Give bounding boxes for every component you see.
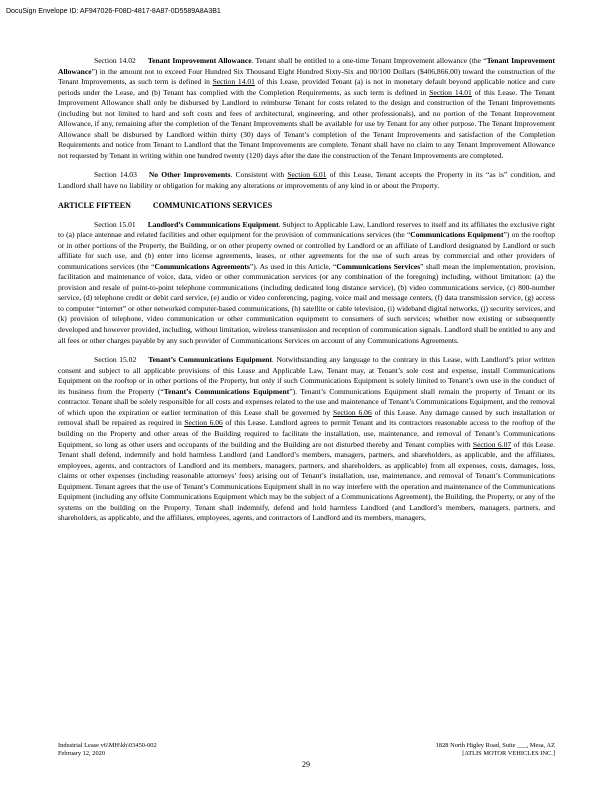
footer-right (436, 742, 555, 758)
docusign-envelope-id: DocuSign Envelope ID: AF947026-F08D-4817-8A87-0D5589A8A3B1 (6, 8, 221, 15)
section-title: Landlord’s Communications Equipment (147, 219, 279, 229)
section-title: Tenant’s Communications Equipment (148, 355, 273, 365)
section-14-02: Section 14.02 Tenant Improvement Allowance. Tenant shall be entitled to a one-time Tenant Improvement allowance (the “Tenant Improvement Allowance”) in the amount not to exceed Four Hundred Six Thousand Eight Hundred Sixty-Six and 00/100 Dollars ($406,866.00) toward the construction of the Tenant Improvements, as such term is defined in Section 14.01 of this Lease, provided Tenant (a) is not in monetary default beyond applicable notice and cure periods under the Lease, and (b) Tenant has complied with the Completion Requirements, as such term is defined in Section 14.01 of this Lease. The Tenant Improvement Allowance shall only be disbursed by Landlord to reimburse Tenant for costs related to the design and construction of the Tenant Improvements (including but not limited to hard and soft costs and fees of architectural, engineering, and other professionals), and no portion of the Tenant Improvement Allowance, if any, remaining after the completion of the Tenant Improvements shall be available for use by Tenant for any other purpose. The Tenant Improvement Allowance shall be disbursed by Landlord within thirty (30) days of Tenant’s completion of the Tenant Improvements and satisfaction of the Completion Requirements and notice from Tenant to Landlord that the Tenant Improvements are complete. Tenant shall have no claim to any Tenant Improvement Allowance not requested by Tenant in writing within one hundred twenty (120) days after the date the construction of the Tenant Improvements are completed. (58, 56, 555, 160)
section-15-01: Section 15.01 Landlord’s Communications Equipment. Subject to Applicable Law, Landlord reserves to itself and its affiliates the exclusive right to (a) place antennae and related facilities and other equipment for the provision of communications services (the “Communications Equipment”) on the rooftop or in other portions of the Property, the Building, or on other property owned or controlled by Landlord or an affiliate of Landlord designated by Landlord or such affiliate for such use, and (b) enter into license agreements, leases, or other agreements for the use of such areas by commercial and other providers of communications services (the “Communications Agreements”). As used in this Article, “Communications Services” shall mean the implementation, provision, facilitation and maintenance of voice, data, video or other communication services (or any combination of the foregoing) including, without limitation: (a) the provision and resale of point-to-point telephone communications (including dedicated long distance service), (b) video communications service, (c) 800-number service, (d) telephone credit or debit card service, (e) audio or video conferencing, paging, voice mail and message centers, (f) data transmission service, (g) access to computer “internet” or other networked computer-based communications, (h) satellite or cable television, (i) wideband digital networks, (j) security services, and (k) provision of telephone, video communication or other communication equipment to consumers of such services; whether now existing or subsequently developed and however provided, including, without limitation, wireless transmission and reception of communication signals. Landlord shall be entitled to any and all fees or other charges payable by any such provider of Communications Services on account of any Communications Agreements. (58, 219, 555, 345)
section-reference: Section 6.06 (184, 418, 223, 428)
section-reference: Section 14.01 (212, 77, 255, 87)
article-label: ARTICLE FIFTEEN (58, 200, 131, 210)
footer-left (58, 742, 157, 758)
section-title: Tenant Improvement Allowance (147, 56, 252, 65)
section-reference: Section 14.01 (429, 87, 472, 97)
page-body (58, 56, 555, 533)
article-title: COMMUNICATIONS SERVICES (152, 200, 273, 210)
footer-date: February 12, 2020 (58, 750, 106, 757)
footer-address: 1828 North Higley Road, Suite ___, Mesa, AZ (435, 742, 555, 749)
section-title: No Other Improvements (148, 170, 231, 180)
section-number: Section 14.03 (94, 170, 137, 180)
section-reference: Section 6.01 (287, 170, 327, 180)
section-number: Section 14.02 (94, 56, 136, 65)
section-15-02: Section 15.02 Tenant’s Communications Equipment. Notwithstanding any language to the contrary in this Lease, with Landlord’s prior written consent and subject to all applicable provisions of this Lease and Applicable Law, Tenant may, at Tenant’s sole cost and expense, install Communications Equipment on the rooftop or in other portions of the Property, but only if such Communications Equipment is solely limited to Tenant’s own use in the conduct of its business from the Property (“Tenant’s Communications Equipment”). Tenant’s Communications Equipment shall remain the property of Tenant or its contractor. Tenant shall be solely responsible for all costs and expenses related to the use and maintenance of Tenant’s Communications Equipment, and the removal of which upon the expiration or earlier termination of this Lease shall be governed by Section 6.06 of this Lease. Any damage caused by such installation or removal shall be repaired as required in Section 6.06 of this Lease. Landlord agrees to permit Tenant and its contractors reasonable access to the rooftop of the building on the Property and other areas of the Building required to facilitate the installation, use, maintenance, and removal of Tenant’s Communications Equipment, so long as other users and occupants of the building and the Building are not disturbed thereby and Tenant complies with Section 6.07 of this Lease. Tenant shall defend, indemnify and hold harmless Landlord (and Landlord’s members, managers, partners, and shareholders, as applicable, and the affiliates, employees, agents, and contractors of Landlord and its members, managers, partners, and shareholders, as applicable) from all expenses, costs, damages, loss, claims or other expenses (including reasonable attorneys’ fees) arising out of Tenant’s installation, use, maintenance, and removal of Tenant’s Communications Equipment. Tenant agrees that the use of Tenant’s Communications Equipment shall in no way interfere with the operation and maintenance of the Communications Equipment (including any offsite Communications Equipment which may be the subject of a Communications Agreement), the Building, the Property, or any of the systems on the building on the Property. Tenant shall indemnify, defend and hold harmless Landlord (and Landlord’s members, managers, partners, and shareholders, as applicable, and the affiliates, employees, agents, and contractors of Landlord and its members, managers, (58, 355, 556, 523)
page-number: 29 (302, 760, 310, 769)
section-reference: Section 6.07 (472, 439, 512, 449)
section-number: Section 15.02 (94, 355, 137, 365)
footer-tenant: [ATLIS MOTOR VEHICLES INC.] (462, 750, 555, 757)
section-reference: Section 6.06 (333, 407, 372, 417)
section-number: Section 15.01 (94, 219, 136, 229)
footer-doc-id: Industrial Lease v6\MH\kh\03450-002 (58, 742, 157, 749)
section-14-03: Section 14.03 No Other Improvements. Consistent with Section 6.01 of this Lease, Tenant accepts the Property in its “as is” condition, and Landlord shall have no liability or obligation for making any alterations or improvements of any kind in or about the Property. (58, 170, 555, 191)
article-heading (58, 201, 555, 210)
